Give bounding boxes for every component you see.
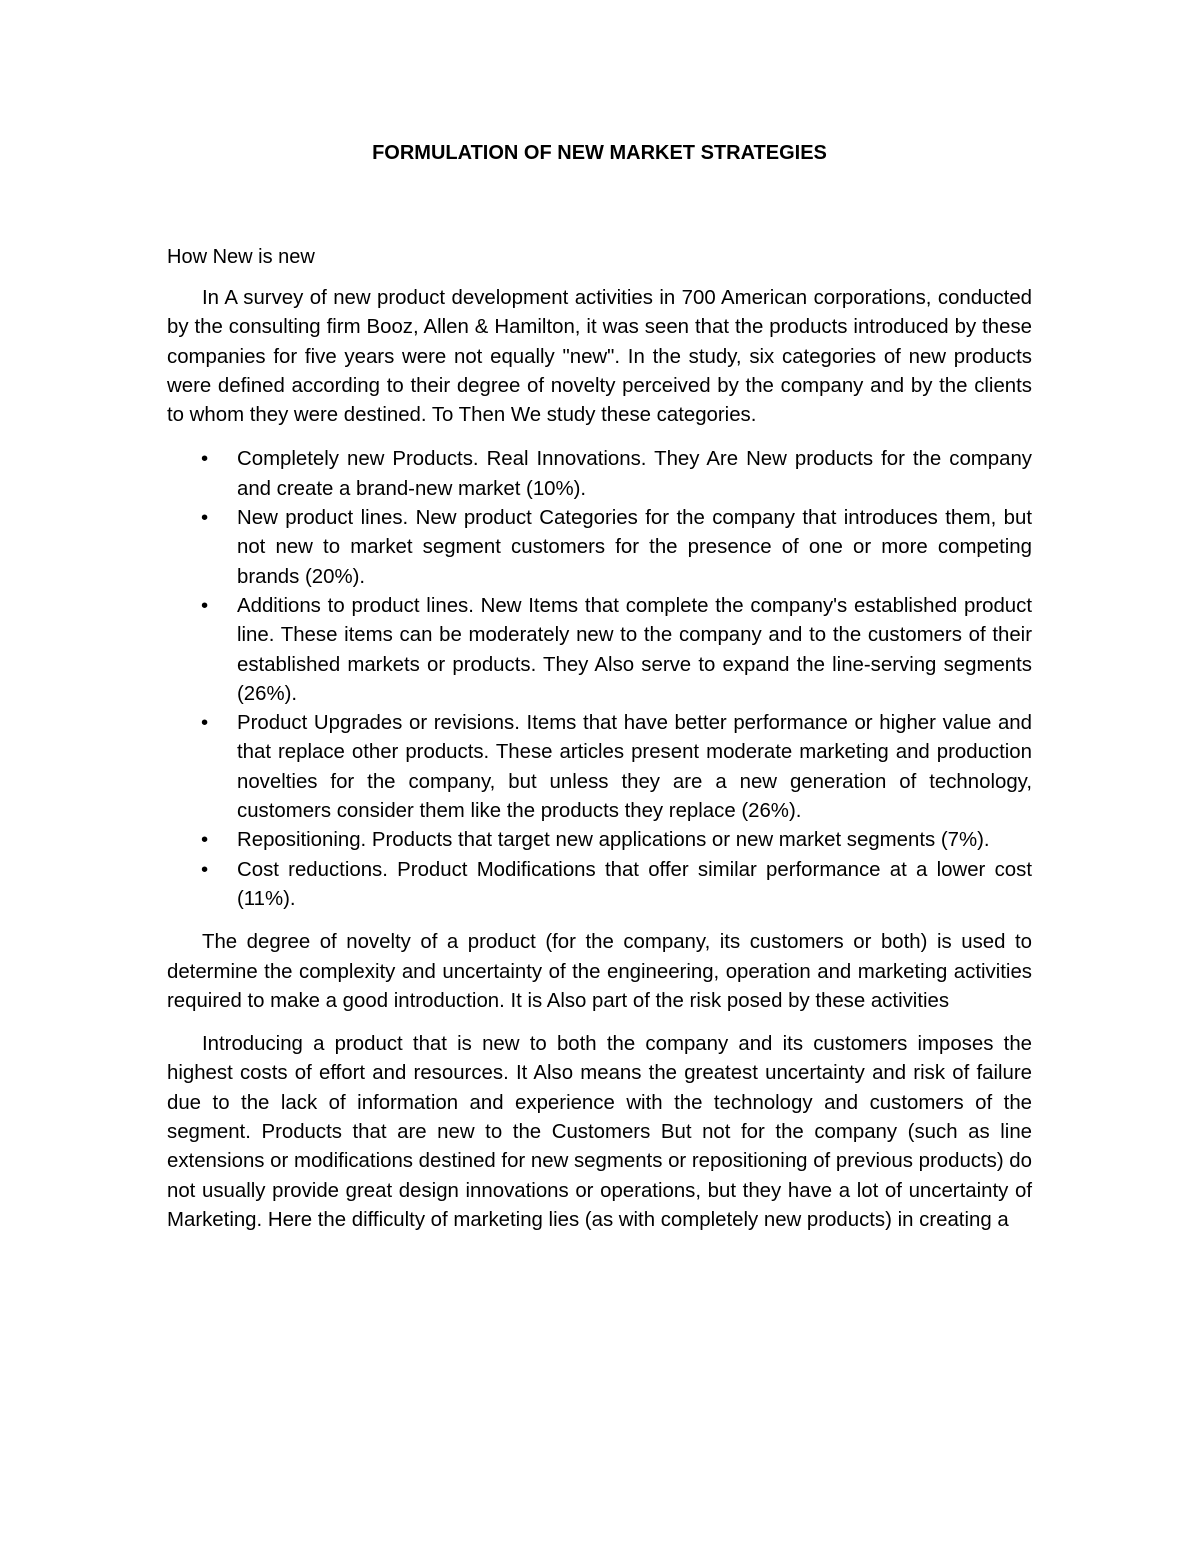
category-list	[167, 445, 1032, 914]
document-title: FORMULATION OF NEW MARKET STRATEGIES	[372, 142, 827, 164]
bullet-icon: •	[201, 507, 209, 530]
list-item	[167, 826, 1032, 855]
list-item	[167, 504, 1032, 592]
bullet-icon: •	[201, 594, 209, 617]
list-item	[167, 592, 1032, 709]
document-page	[167, 138, 1032, 1235]
list-item-text: Completely new Products. Real Innovations. They Are New products for the company and create a brand-new market (10%).	[237, 448, 1032, 500]
list-item-text: Product Upgrades or revisions. Items that have better performance or higher value and that replace other products. These articles present moderate marketing and production novelties for the company, but unless they are a new generation of technology, customers consider them like the products they replace (26%).	[237, 712, 1032, 823]
list-item-text: Cost reductions. Product Modifications that offer similar performance at a lower cost (11%).	[237, 858, 1032, 910]
list-item	[167, 709, 1032, 826]
list-item-text: Additions to product lines. New Items that complete the company's established product line. These items can be moderately new to the company and to the customers of their established markets or products. They Also serve to expand the line-serving segments (26%).	[237, 594, 1032, 705]
bullet-icon: •	[201, 829, 209, 852]
list-item	[167, 445, 1032, 504]
body-paragraph: The degree of novelty of a product (for the company, its customers or both) is used to determine the complexity and uncertainty of the engineering, operation and marketing activities required to make a good introduction. It is Also part of the risk posed by these activities	[167, 931, 1032, 1012]
bullet-icon: •	[201, 712, 209, 735]
bullet-icon: •	[201, 448, 209, 471]
list-item	[167, 856, 1032, 915]
list-item-text: Repositioning. Products that target new applications or new market segments (7%).	[237, 829, 990, 852]
body-paragraph: Introducing a product that is new to both the company and its customers imposes the highest costs of effort and resources. It Also means the greatest uncertainty and risk of failure due to the lack of information and experience with the technology and customers of the segment. Products that are new to the Customers But not for the company (such as line extensions or modifications destined for new segments or repositioning of previous products) do not usually provide great design innovations or operations, but they have a lot of uncertainty of Marketing. Here the difficulty of marketing lies (as with completely new products) in creating a	[167, 1033, 1032, 1231]
section-heading: How New is new	[167, 246, 315, 268]
list-item-text: New product lines. New product Categories for the company that introduces them, but not new to market segment customers for the presence of one or more competing brands (20%).	[237, 507, 1032, 588]
intro-paragraph: In A survey of new product development activities in 700 American corporations, conducted by the consulting firm Booz, Allen & Hamilton, it was seen that the products introduced by these companies for five years were not equally "new". In the study, six categories of new products were defined according to their degree of novelty perceived by the company and by the clients to whom they were destined. To Then We study these categories.	[167, 287, 1032, 427]
bullet-icon: •	[201, 858, 209, 881]
